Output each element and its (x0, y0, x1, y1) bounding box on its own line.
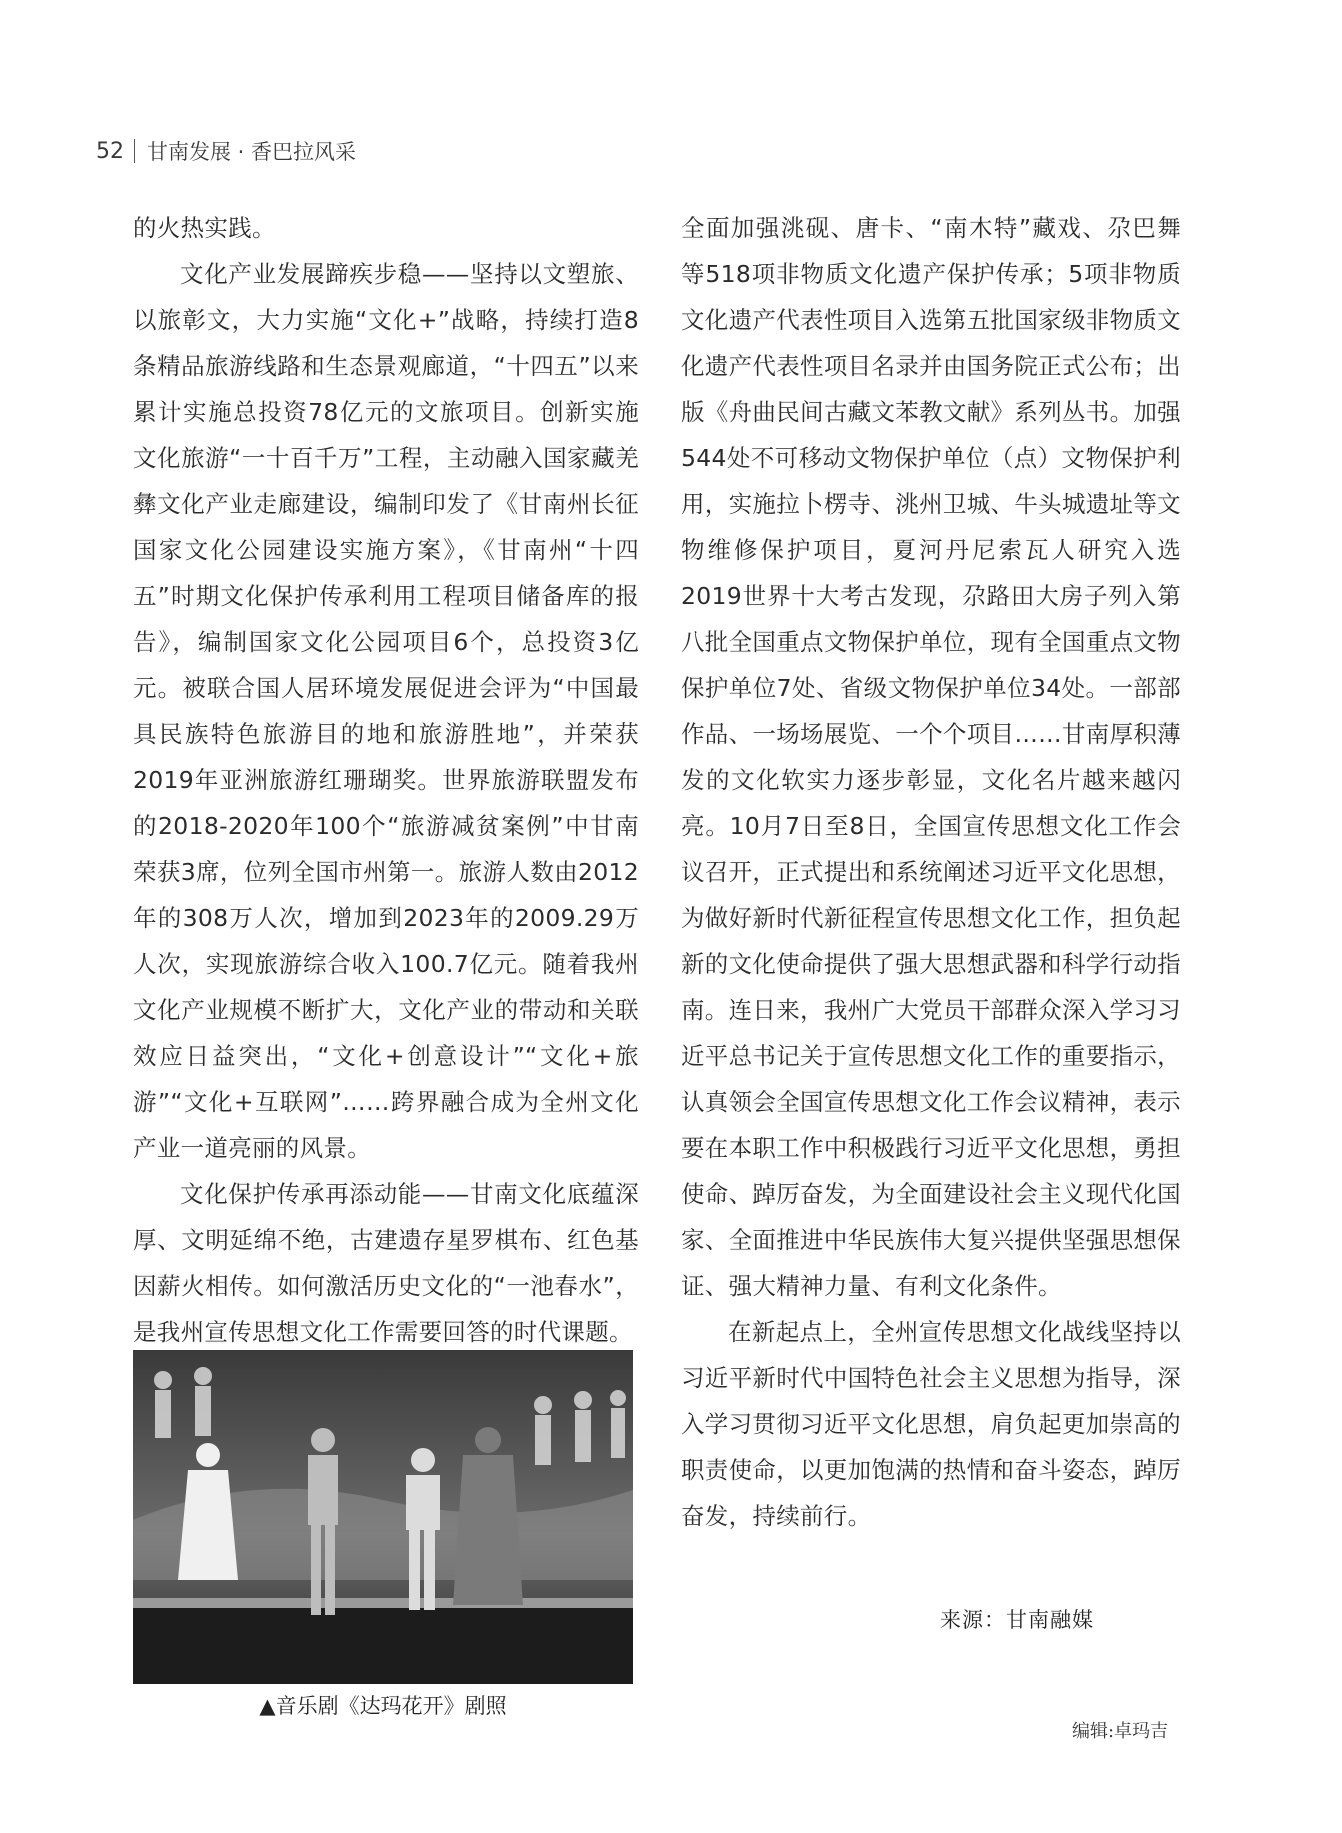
photo-caption: ▲音乐剧《达玛花开》剧照 (259, 1694, 507, 1718)
source-credit: 来源：甘南融媒 (940, 1608, 1094, 1632)
stage-photo (133, 1350, 633, 1684)
left-column (133, 205, 639, 1355)
section-title: 甘南发展 · 香巴拉风采 (147, 140, 357, 164)
paragraph: 在新起点上，全州宣传思想文化战线坚持以习近平新时代中国特色社会主义思想为指导，深入学习贯彻习近平文化思想，肩负起更加崇高的职责使命，以更加饱满的热情和奋斗姿态，踔厉奋发，持续前行。 (681, 1318, 1181, 1530)
paragraph: 文化保护传承再添动能——甘南文化底蕴深厚、文明延绵不绝，古建遗存星罗棋布、红色基因薪火相传。如何激活历史文化的“一池春水”，是我州宣传思想文化工作需要回答的时代课题。 (133, 1180, 639, 1346)
right-column (681, 205, 1181, 1539)
page-number: 52 (96, 138, 124, 164)
header-divider (134, 139, 135, 163)
editor-credit: 编辑:卓玛吉 (1072, 1721, 1169, 1742)
stage-photo-illustration (133, 1350, 633, 1684)
paragraph: 的火热实践。 (133, 214, 276, 242)
paragraph: 全面加强洮砚、唐卡、“南木特”藏戏、尕巴舞等518项非物质文化遗产保护传承；5项非物质文化遗产代表性项目入选第五批国家级非物质文化遗产代表性项目名录并由国务院正式公布；出版《舟曲民间古藏文苯教文献》系列丛书。加强544处不可移动文物保护单位（点）文物保护利用，实施拉卜楞寺、洮州卫城、牛头城遗址等文物维修保护项目，夏河丹尼索瓦人研究入选2019世界十大考古发现，尕路田大房子列入第八批全国重点文物保护单位，现有全国重点文物保护单位7处、省级文物保护单位34处。一部部作品、一场场展览、一个个项目……甘南厚积薄发的文化软实力逐步彰显，文化名片越来越闪亮。10月7日至8日，全国宣传思想文化工作会议召开，正式提出和系统阐述习近平文化思想，为做好新时代新征程宣传思想文化工作，担负起新的文化使命提供了强大思想武器和科学行动指南。连日来，我州广大党员干部群众深入学习习近平总书记关于宣传思想文化工作的重要指示，认真领会全国宣传思想文化工作会议精神，表示要在本职工作中积极践行习近平文化思想，勇担使命、踔厉奋发，为全面建设社会主义现代化国家、全面推进中华民族伟大复兴提供坚强思想保证、强大精神力量、有利文化条件。 (681, 214, 1181, 1300)
paragraph: 文化产业发展蹄疾步稳——坚持以文塑旅、以旅彰文，大力实施“文化+”战略，持续打造8条精品旅游线路和生态景观廊道，“十四五”以来累计实施总投资78亿元的文旅项目。创新实施文化旅游“一十百千万”工程，主动融入国家藏羌彝文化产业走廊建设，编制印发了《甘南州长征国家文化公园建设实施方案》，《甘南州“十四五”时期文化保护传承利用工程项目储备库的报告》，编制国家文化公园项目6个，总投资3亿元。被联合国人居环境发展促进会评为“中国最具民族特色旅游目的地和旅游胜地”，并荣获2019年亚洲旅游红珊瑚奖。世界旅游联盟发布的2018-2020年100个“旅游减贫案例”中甘南荣获3席，位列全国市州第一。旅游人数由2012年的308万人次，增加到2023年的2009.29万人次，实现旅游综合收入100.7亿元。随着我州文化产业规模不断扩大，文化产业的带动和关联效应日益突出，“文化+创意设计”“文化+旅游”“文化+互联网”……跨界融合成为全州文化产业一道亮丽的风景。 (133, 260, 639, 1162)
page-header (96, 136, 356, 166)
